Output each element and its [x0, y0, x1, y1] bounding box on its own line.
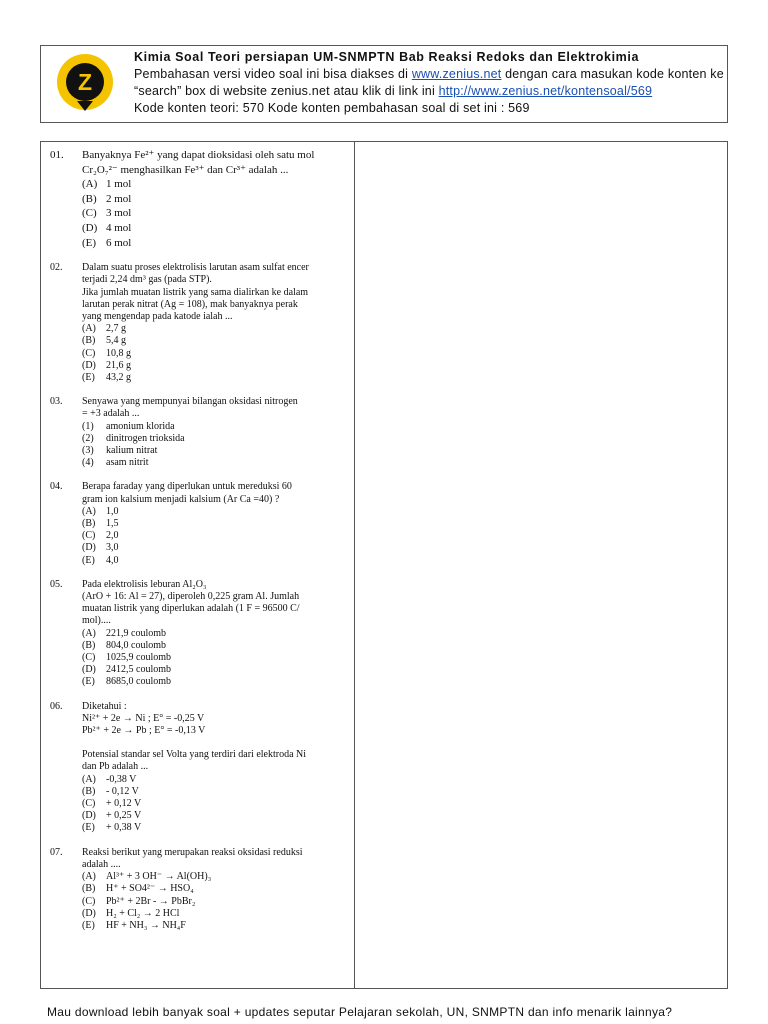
question-text-line: Banyaknya Fe²⁺ yang dapat dioksidasi oleh satu mol: [82, 149, 315, 161]
question-text-line: yang mengendap pada katode ialah ...: [82, 310, 233, 322]
option-label: (1): [82, 420, 94, 432]
question-text-line: Jika jumlah muatan listrik yang sama dialirkan ke dalam: [82, 286, 309, 298]
option-label: (A): [82, 871, 96, 883]
option-label: (D): [82, 664, 96, 676]
question-text-line: (ArO + 16: Al = 27), diperoleh 0,225 gram Al. Jumlah: [82, 591, 300, 603]
option-text: 5,4 g: [106, 335, 126, 347]
option-label: (B): [82, 335, 96, 347]
option-text: - 0,12 V: [106, 785, 139, 797]
option-text: 1 mol: [106, 178, 132, 191]
document-title: Kimia Soal Teori persiapan UM-SNMPTN Bab Reaksi Redoks dan Elektrokimia: [134, 50, 639, 64]
question-body: [82, 701, 350, 835]
option-text: dinitrogen trioksida: [106, 432, 185, 444]
option-text: 10,8 g: [106, 347, 131, 359]
question-2: [50, 262, 350, 384]
option-label: (A): [82, 178, 98, 191]
header-box: [40, 45, 728, 123]
question-3: [50, 396, 350, 469]
question-6: [50, 701, 350, 835]
question-text-line: Pb²⁺ + 2e → Pb ; E° = -0,13 V: [82, 725, 206, 737]
answer-option: [82, 221, 350, 236]
option-text: 8685,0 coulomb: [106, 676, 171, 688]
question-text-line: Senyawa yang mempunyai bilangan oksidasi nitrogen: [82, 396, 298, 408]
question-body: [82, 481, 350, 566]
zenius-logo-icon: [56, 53, 114, 111]
option-text: 2,0: [106, 530, 119, 542]
question-text-line: Pada elektrolisis leburan Al₂O₃: [82, 578, 207, 590]
header-line-2-prefix: Pembahasan versi video soal ini bisa diakses di: [134, 67, 412, 81]
option-label: (A): [82, 773, 96, 785]
option-text: 804,0 coulomb: [106, 639, 166, 651]
answer-option: [82, 445, 350, 457]
answer-option: [82, 652, 350, 664]
answer-option: [82, 676, 350, 688]
answer-option: [82, 542, 350, 554]
header-line-3-prefix: “search” box di website zenius.net atau klik di link ini: [134, 84, 439, 98]
question-list: [50, 148, 350, 944]
question-5: [50, 579, 350, 689]
answer-option: [82, 421, 350, 433]
option-text: 1,5: [106, 518, 119, 530]
option-text: 6 mol: [106, 236, 132, 249]
answer-option: [82, 640, 350, 652]
header-text: [134, 49, 724, 117]
question-number: 01.: [50, 149, 64, 161]
option-label: (D): [82, 221, 98, 234]
option-label: (C): [82, 347, 96, 359]
option-label: (E): [82, 919, 95, 931]
option-text: 2 mol: [106, 192, 132, 205]
question-text-line: terjadi 2,24 dm³ gas (pada STP).: [82, 274, 212, 286]
option-label: (E): [82, 676, 95, 688]
answer-option: [82, 920, 350, 932]
logo-letter: Z: [77, 69, 93, 95]
answer-option: [82, 177, 350, 192]
option-label: (D): [82, 907, 96, 919]
question-7: [50, 847, 350, 932]
option-label: (B): [82, 785, 96, 797]
answer-option: [82, 810, 350, 822]
question-text-line: [82, 737, 350, 749]
header-line-2-suffix: dengan cara masukan kode konten ke: [501, 67, 724, 81]
option-label: (B): [82, 192, 97, 205]
header-line-4: Kode konten teori: 570 Kode konten pembahasan soal di set ini : 569: [134, 101, 530, 115]
option-text: 2412,5 coulomb: [106, 664, 171, 676]
option-text: + 0,25 V: [106, 810, 142, 822]
question-text-line: muatan listrik yang diperlukan adalah (1 F = 96500 C/: [82, 603, 300, 615]
option-text: kalium nitrat: [106, 445, 158, 456]
answer-option: [82, 896, 350, 908]
question-4: [50, 481, 350, 566]
option-text: 1,0: [106, 505, 119, 517]
answer-option: [82, 774, 350, 786]
option-label: (C): [82, 895, 96, 907]
option-text: + 0,12 V: [106, 798, 142, 810]
option-label: (D): [82, 810, 96, 822]
option-label: (4): [82, 457, 94, 469]
question-text-line: Ni²⁺ + 2e → Ni ; E° = -0,25 V: [82, 712, 205, 724]
option-label: (2): [82, 432, 94, 444]
question-number: 03.: [50, 396, 63, 408]
question-body: [82, 262, 350, 384]
answer-option: [82, 908, 350, 920]
question-1: [50, 148, 350, 250]
option-text: 3 mol: [106, 207, 132, 220]
answer-option: [82, 555, 350, 567]
column-divider: [354, 142, 355, 988]
question-text-line: Diketahui :: [82, 700, 127, 712]
answer-option: [82, 192, 350, 207]
option-text: HF + NH₃ → NH₄F: [106, 919, 186, 931]
option-text: 1025,9 coulomb: [106, 652, 171, 664]
question-text-line: Cr₂O₇²⁻ menghasilkan Fe³⁺ dan Cr³⁺ adalah ...: [82, 163, 289, 176]
option-text: + 0,38 V: [106, 822, 142, 834]
kontensoal-link[interactable]: http://www.zenius.net/kontensoal/569: [438, 84, 653, 98]
content-box: [40, 141, 728, 989]
option-label: (A): [82, 323, 96, 335]
option-text: H⁺ + SO4²⁻ → HSO₄: [106, 883, 194, 895]
option-text: -0,38 V: [106, 773, 137, 785]
option-label: (E): [82, 371, 95, 383]
option-label: (B): [82, 639, 96, 651]
question-text-line: Potensial standar sel Volta yang terdiri dari elektroda Ni: [82, 749, 307, 761]
option-text: H₂ + Cl₂ → 2 HCl: [106, 907, 180, 919]
question-text-line: gram ion kalsium menjadi kalsium (Ar Ca =40) ?: [82, 493, 280, 505]
question-number: 05.: [50, 578, 63, 590]
answer-option: [82, 372, 350, 384]
question-text-line: mol)....: [82, 615, 111, 627]
question-text-line: Berapa faraday yang diperlukan untuk mereduksi 60: [82, 481, 292, 493]
question-number: 06.: [50, 700, 63, 712]
option-text: asam nitrit: [106, 457, 149, 469]
option-text: Al³⁺ + 3 OH⁻ → Al(OH)₃: [106, 871, 212, 883]
answer-option: [82, 457, 350, 469]
option-text: 21,6 g: [106, 359, 131, 371]
header-line-3: [134, 83, 724, 100]
option-text: amonium klorida: [106, 420, 175, 432]
question-text-line: Reaksi berikut yang merupakan reaksi oksidasi reduksi: [82, 846, 303, 858]
answer-option: [82, 348, 350, 360]
option-text: 221,9 coulomb: [106, 627, 166, 639]
answer-option: [82, 883, 350, 895]
question-text-line: = +3 adalah ...: [82, 408, 140, 420]
answer-option: [82, 798, 350, 810]
answer-option: [82, 786, 350, 798]
answer-option: [82, 360, 350, 372]
option-label: (A): [82, 505, 96, 517]
answer-option: [82, 871, 350, 883]
question-text-line: dan Pb adalah ...: [82, 761, 149, 773]
option-label: (C): [82, 530, 96, 542]
answer-option: [82, 506, 350, 518]
header-line-2: [134, 66, 724, 83]
question-body: [82, 847, 350, 932]
option-label: (D): [82, 542, 96, 554]
answer-option: [82, 628, 350, 640]
question-body: [82, 579, 350, 689]
footer-text: Mau download lebih banyak soal + updates seputar Pelajaran sekolah, UN, SNMPTN dan info menarik lainnya?: [47, 1005, 673, 1019]
option-label: (A): [82, 627, 96, 639]
option-text: 3,0: [106, 542, 119, 554]
option-label: (B): [82, 518, 96, 530]
answer-option: [82, 236, 350, 251]
question-text-line: larutan perak nitrat (Ag = 108), mak banyaknya perak: [82, 298, 298, 310]
question-body: [82, 148, 350, 250]
option-text: 43,2 g: [106, 371, 131, 383]
question-number: 07.: [50, 846, 63, 858]
option-label: (C): [82, 798, 96, 810]
option-text: 2,7 g: [106, 323, 126, 335]
answer-option: [82, 433, 350, 445]
answer-option: [82, 206, 350, 221]
question-text-line: Dalam suatu proses elektrolisis larutan asam sulfat encer: [82, 262, 309, 274]
question-text-line: adalah ....: [82, 858, 121, 870]
question-body: [82, 396, 350, 469]
option-label: (C): [82, 207, 97, 220]
answer-option: [82, 518, 350, 530]
option-label: (E): [82, 822, 95, 834]
option-text: 4 mol: [106, 221, 132, 234]
option-label: (E): [82, 236, 97, 249]
option-text: 4,0: [106, 554, 119, 566]
option-label: (3): [82, 445, 94, 456]
answer-option: [82, 822, 350, 834]
option-label: (B): [82, 883, 96, 895]
question-number: 04.: [50, 481, 63, 493]
answer-option: [82, 664, 350, 676]
answer-option: [82, 323, 350, 335]
option-label: (E): [82, 554, 95, 566]
question-number: 02.: [50, 262, 63, 274]
option-label: (C): [82, 652, 96, 664]
option-label: (D): [82, 359, 96, 371]
option-text: Pb²⁺ + 2Br - → PbBr₂: [106, 895, 196, 907]
answer-option: [82, 530, 350, 542]
zenius-website-link[interactable]: www.zenius.net: [411, 67, 502, 81]
answer-option: [82, 335, 350, 347]
